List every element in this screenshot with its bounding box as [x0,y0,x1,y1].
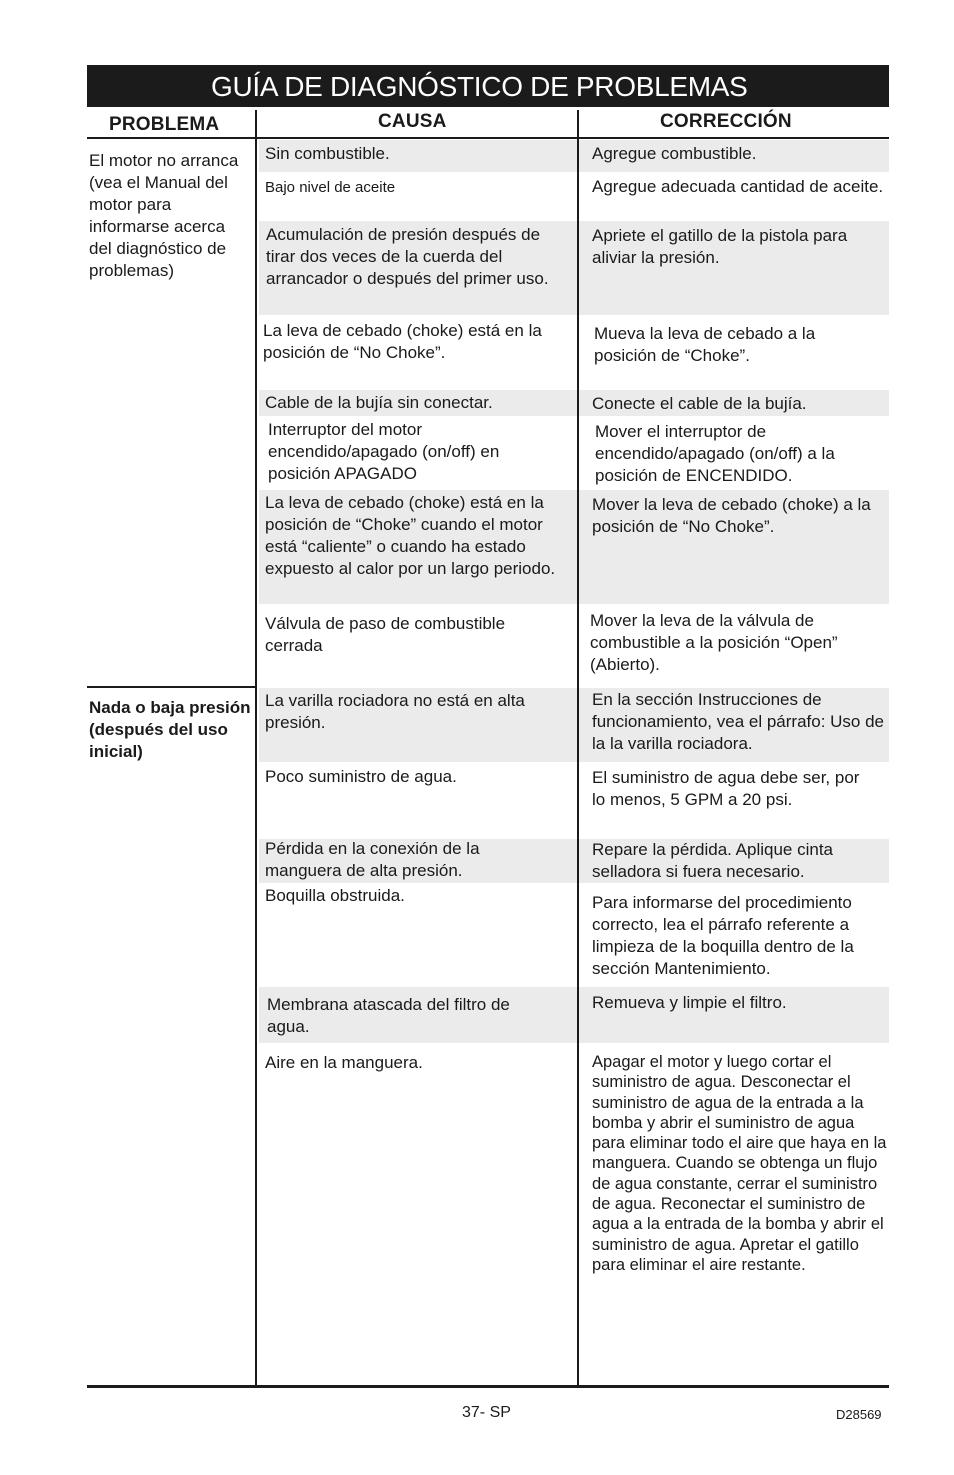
fix-11: Repare la pérdida. Aplique cinta selladora si fuera necesario. [592,840,833,881]
problem-1: El motor no arranca (vea el Manual del motor para informarse acerca del diagnóstico de problemas) [89,151,239,280]
cause-14: Aire en la manguera. [265,1053,423,1072]
cause-3: Acumulación de presión después de tirar dos veces de la cuerda del arrancador o después del primer uso. [266,225,549,288]
section-divider [87,686,257,688]
cause-1: Sin combustible. [265,144,390,163]
fix-14: Apagar el motor y luego cortar el suministro de agua. Desconectar el suministro de agua de la entrada a la bomba y abrir el suministro de agua para eliminar todo el aire que haya en la manguera. Cuando se obtenga un flujo de agua constante, cerrar el suministro de agua. Reconectar el suministro de agua a la entrada de la bomba y abrir el suministro de agua. Apretar el gatillo para eliminar el aire restante. [592,1053,887,1274]
header-correccion: CORRECCIÓN [660,111,792,132]
fix-4: Mueva la leva de cebado a la posición de “Choke”. [594,324,816,365]
page-title: GUÍA DE DIAGNÓSTICO DE PROBLEMAS [87,65,889,107]
cause-8: Válvula de paso de combustible cerrada [265,614,506,655]
cause-12: Boquilla obstruida. [265,886,405,905]
fix-13: Remueva y limpie el filtro. [592,993,787,1012]
fix-3: Apriete el gatillo de la pistola para aliviar la presión. [592,226,848,267]
cause-4: La leva de cebado (choke) está en la posición de “No Choke”. [263,321,542,362]
fix-1: Agregue combustible. [592,144,757,163]
cause-2: Bajo nivel de aceite [265,179,396,196]
fix-12: Para informarse del procedimiento correcto, lea el párrafo referente a limpieza de la boquilla dentro de la sección Mantenimiento. [592,893,854,978]
cause-9: La varilla rociadora no está en alta presión. [265,691,525,732]
bottom-rule [87,1385,889,1388]
problem-2: Nada o baja presión (después del uso inicial) [89,698,251,761]
column-divider [577,110,579,1388]
cause-6: Interruptor del motor encendido/apagado (on/off) en posición APAGADO [268,420,500,483]
fix-5: Conecte el cable de la bujía. [592,394,807,413]
cause-5: Cable de la bujía sin conectar. [265,393,493,412]
fix-8: Mover la leva de la válvula de combustible a la posición “Open” (Abierto). [590,611,838,674]
fix-10: El suministro de agua debe ser, por lo menos, 5 GPM a 20 psi. [592,768,860,809]
document-code: D28569 [836,1407,882,1422]
cause-11: Pérdida en la conexión de la manguera de alta presión. [265,839,480,880]
header-causa: CAUSA [378,111,447,132]
fix-7: Mover la leva de cebado (choke) a la posición de “No Choke”. [592,495,871,536]
fix-6: Mover el interruptor de encendido/apagado (on/off) a la posición de ENCENDIDO. [595,422,835,485]
page-number: 37- SP [462,1404,511,1421]
header-problema: PROBLEMA [109,114,220,135]
cause-10: Poco suministro de agua. [265,767,457,786]
cause-7: La leva de cebado (choke) está en la posición de “Choke” cuando el motor está “caliente” o cuando ha estado expuesto al calor por un largo periodo. [265,493,556,578]
column-divider [255,110,257,1388]
header-rule [87,137,889,139]
cause-13: Membrana atascada del filtro de agua. [267,995,510,1036]
fix-9: En la sección Instrucciones de funcionamiento, vea el párrafo: Uso de la la varilla rociadora. [592,690,885,753]
fix-2: Agregue adecuada cantidad de aceite. [592,177,884,196]
